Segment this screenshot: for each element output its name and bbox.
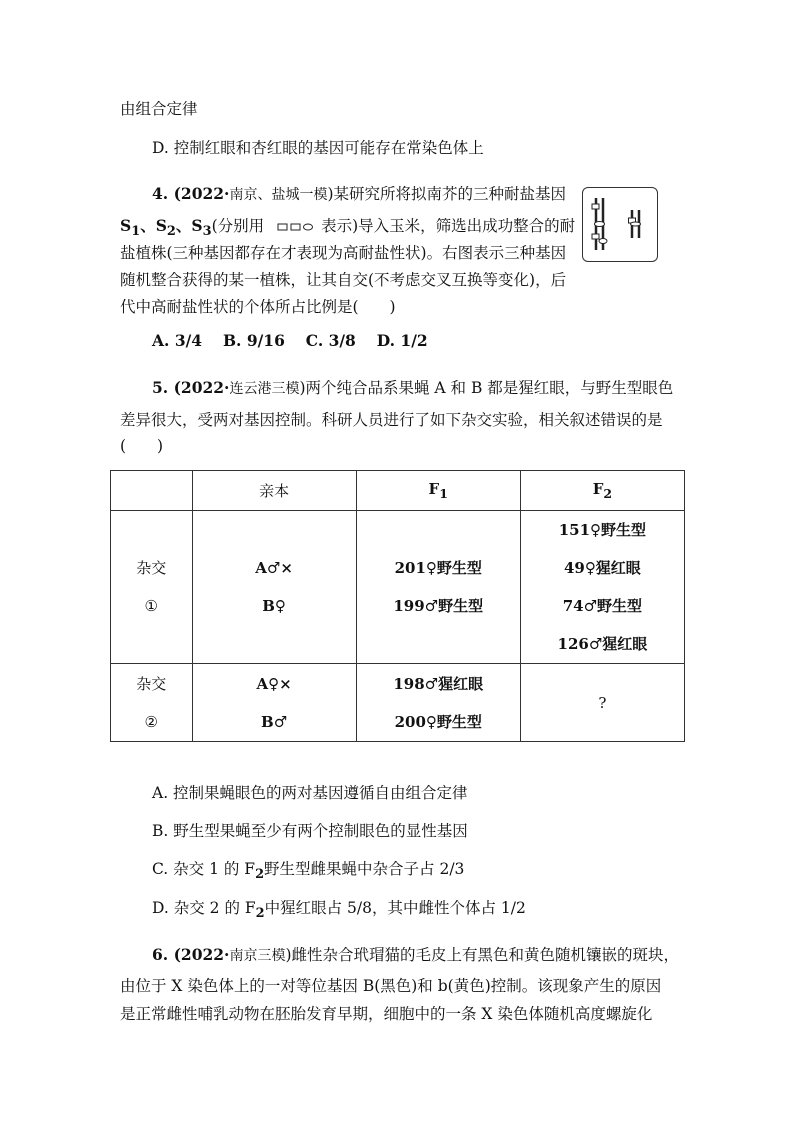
cross-1-parent-b: B♀ — [262, 597, 286, 615]
question-4-options — [152, 331, 428, 351]
q5-source: 连云港三模 — [229, 381, 300, 397]
chromosome-figure — [582, 187, 658, 262]
question-4-line4: 随机整合获得的某一植株，让其自交(不考虑交叉互换等变化)，后 — [120, 271, 567, 289]
q5-text-a: )两个纯合品系果蝇 A 和 B 都是猩红眼，与野生型眼色 — [299, 379, 674, 397]
text-line: 由组合定律 — [120, 100, 198, 118]
cross-1-f2-d: 126♂猩红眼 — [557, 635, 648, 653]
option-b: B. 野生型果蝇至少有两个控制眼色的显性基因 — [152, 822, 468, 840]
table-row — [111, 511, 685, 664]
q4-s1: S — [120, 216, 132, 235]
q6-number: 6. (2022· — [152, 945, 230, 964]
cross-1-f2-b: 49♀猩红眼 — [563, 559, 641, 577]
cross-1-f1-b: 199♂野生型 — [393, 597, 484, 615]
q4-number: 4. (2022· — [152, 184, 230, 203]
f1-sub: 1 — [439, 486, 448, 501]
question-6-line3: 是正常雌性哺乳动物在胚胎发育早期，细胞中的一条 X 染色体随机高度螺旋化 — [120, 1005, 653, 1023]
gene-symbols-icon — [273, 222, 317, 232]
q4-s3-sub: 3 — [202, 224, 212, 240]
cross-1-num: ① — [144, 597, 158, 615]
q4-options-text: A. 3/4 B. 9/16 C. 3/8 D. 1/2 — [152, 331, 428, 350]
cross-1-parents — [192, 511, 356, 664]
option-d-a: D. 杂交 2 的 F — [152, 899, 256, 917]
cross-2-f1 — [356, 664, 520, 742]
cross-2-f1-a: 198♂猩红眼 — [393, 674, 484, 693]
f1-label: F — [428, 480, 440, 498]
header-parent: 亲本 — [192, 471, 356, 511]
cross-experiment-table — [110, 470, 685, 742]
option-c-a: C. 杂交 1 的 F — [152, 860, 256, 878]
table-header-row — [111, 471, 685, 511]
option-d-sub: 2 — [255, 906, 265, 922]
q4-s2-sub: 2 — [166, 224, 176, 240]
cross-2-f1-b: 200♀野生型 — [394, 712, 482, 731]
q6-source: 南京三模 — [229, 948, 286, 964]
question-4-line5: 代中高耐盐性状的个体所占比例是( ) — [120, 298, 396, 316]
option-d-b: 中猩红眼占 5/8，其中雌性个体占 1/2 — [264, 899, 526, 917]
q4-source: 南京、盐城一模 — [229, 187, 328, 203]
cross-1-f2-a: 151♀野生型 — [558, 521, 647, 539]
question-5-line1 — [152, 378, 673, 399]
header-f2 — [520, 471, 684, 511]
cross-2-parent-b: B♂ — [261, 712, 288, 731]
question-5-line2: 差异很大，受两对基因控制。科研人员进行了如下杂交实验，相关叙述错误的是 — [120, 411, 663, 429]
q4-text-a: )某研究所将拟南芥的三种耐盐基因 — [327, 185, 567, 203]
cross-2-parent-a: A♀× — [256, 674, 292, 693]
header-f1 — [356, 471, 520, 511]
cross-1-f2 — [520, 511, 684, 664]
cross-2-parents — [192, 664, 356, 742]
q4-s3: 、S — [175, 216, 203, 235]
question-6-line1 — [152, 945, 679, 966]
cross-1-f1-a: 201♀野生型 — [394, 559, 482, 577]
question-6-line2: 由位于 X 染色体上的一对等位基因 B(黑色)和 b(黄色)控制。该现象产生的原因 — [120, 977, 662, 995]
cross-2-f2: ? — [520, 664, 684, 742]
f2-label: F — [592, 480, 604, 498]
cross-2-text: 杂交 — [136, 674, 167, 693]
table-row — [111, 664, 685, 742]
q4-text-b5: 表示)导入玉米，筛选出成功整合的耐 — [321, 217, 576, 235]
cross-1-text: 杂交 — [136, 559, 167, 577]
question-4-line3: 盐植株(三种基因都存在才表现为高耐盐性状)。右图表示三种基因 — [120, 244, 567, 262]
question-4-line2 — [120, 216, 575, 242]
f2-sub: 2 — [603, 486, 613, 501]
option-a: A. 控制果蝇眼色的两对基因遵循自由组合定律 — [152, 784, 468, 802]
cross-1-f2-c: 74♂野生型 — [562, 597, 643, 615]
question-5-line3: ( ) — [120, 437, 164, 455]
chromosome-diagram — [583, 188, 656, 260]
option-c — [152, 859, 464, 885]
cross-1-label — [111, 511, 193, 664]
option-d-prev: D. 控制红眼和杏红眼的基因可能存在常染色体上 — [152, 139, 484, 157]
cross-1-f1 — [356, 511, 520, 664]
option-c-b: 野生型雌果蝇中杂合子占 2/3 — [264, 860, 465, 878]
question-4-line1 — [152, 184, 566, 205]
q4-s1-sub: 1 — [131, 224, 141, 240]
cross-1-parent-a: A♂× — [255, 559, 293, 577]
option-d — [152, 898, 526, 924]
q4-text-b4: (分别用 — [211, 217, 265, 235]
header-empty — [111, 471, 193, 511]
q4-s2: 、S — [140, 216, 167, 235]
q6-text-a: )雌性杂合玳瑁猫的毛皮上有黑色和黄色随机镶嵌的斑块， — [285, 946, 680, 964]
cross-2-num: ② — [144, 712, 158, 731]
cross-2-label — [111, 664, 193, 742]
option-c-sub: 2 — [255, 867, 265, 883]
q5-number: 5. (2022· — [152, 378, 230, 397]
